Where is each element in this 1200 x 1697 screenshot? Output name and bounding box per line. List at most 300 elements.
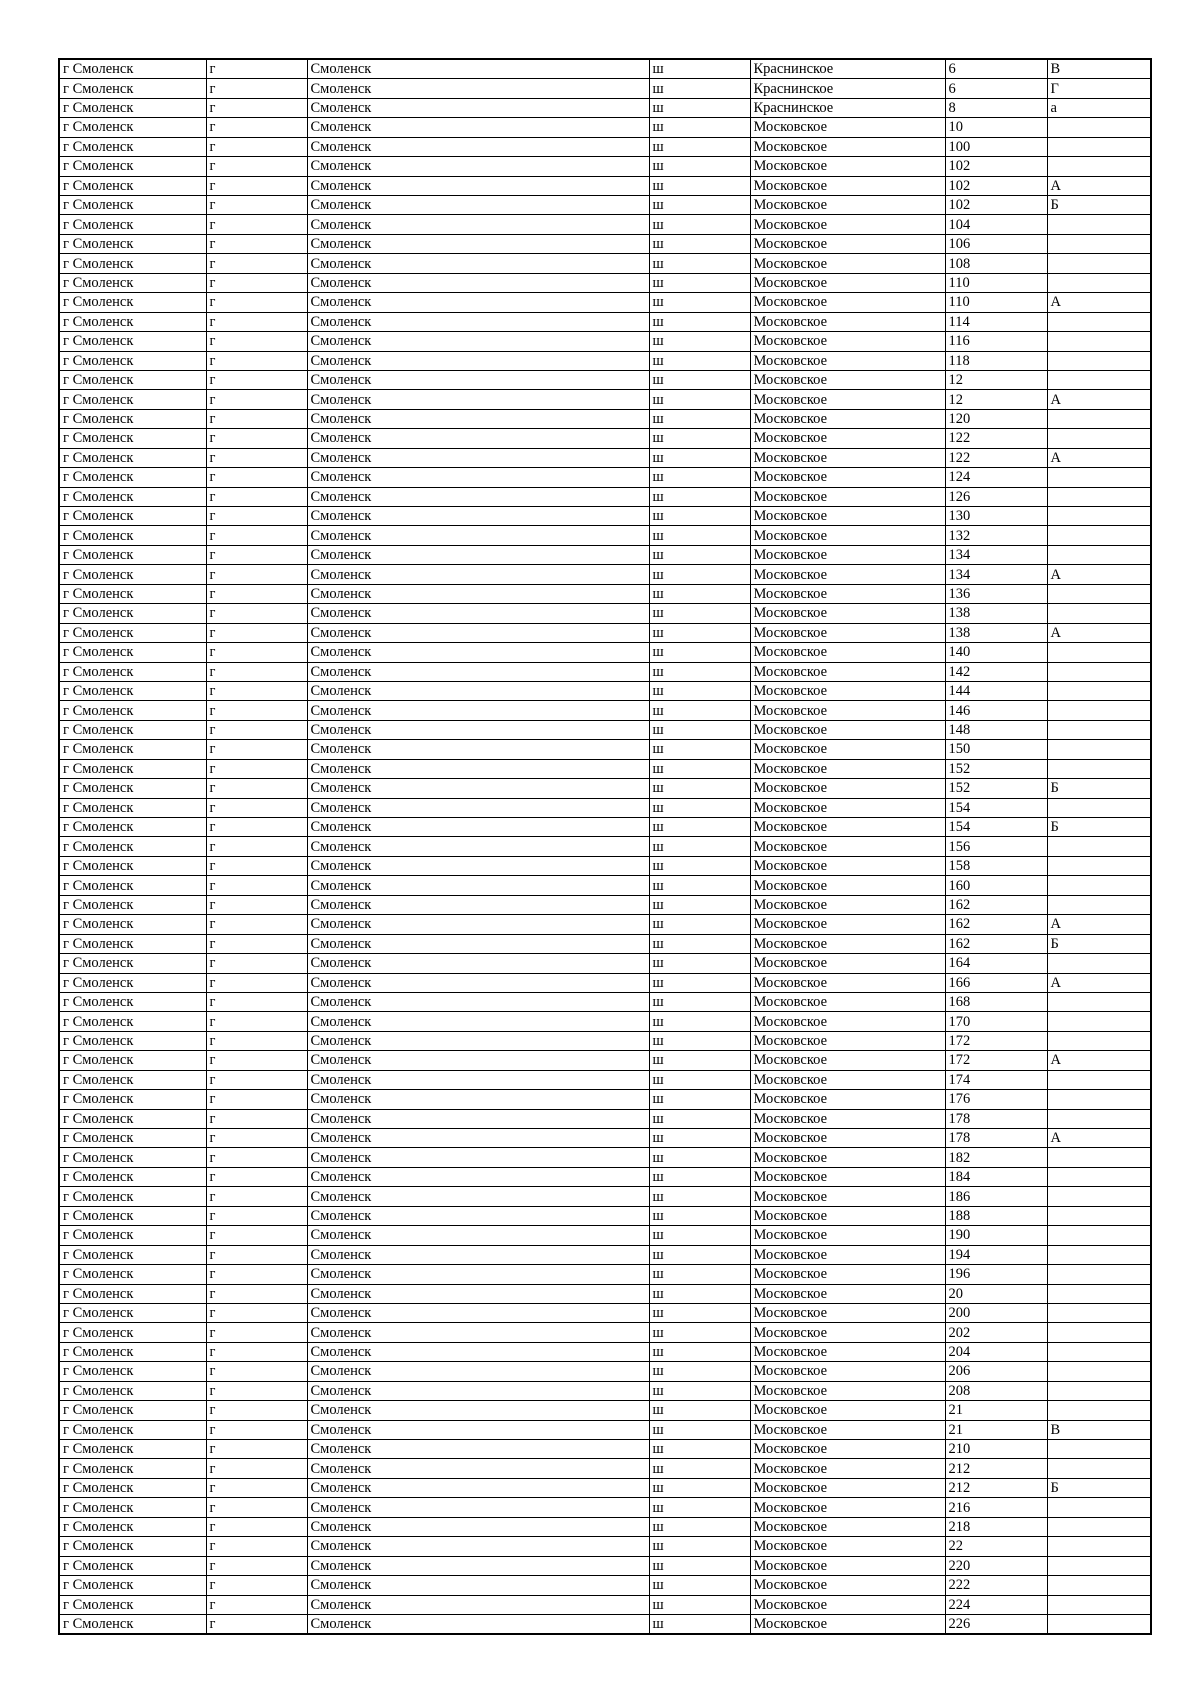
street-type-cell: ш bbox=[649, 409, 750, 428]
street-cell: Краснинское bbox=[750, 98, 945, 117]
street-cell: Московское bbox=[750, 720, 945, 739]
table-row bbox=[59, 1381, 1151, 1400]
letter-cell: Б bbox=[1047, 818, 1151, 837]
street-type-cell: ш bbox=[649, 1284, 750, 1303]
table-row bbox=[59, 1401, 1151, 1420]
region-cell: г Смоленск bbox=[59, 1517, 206, 1536]
city-cell: Смоленск bbox=[307, 643, 649, 662]
letter-cell bbox=[1047, 1012, 1151, 1031]
table-row bbox=[59, 1362, 1151, 1381]
street-type-cell: ш bbox=[649, 215, 750, 234]
city-cell: Смоленск bbox=[307, 1070, 649, 1089]
street-type-cell: ш bbox=[649, 895, 750, 914]
city-cell: Смоленск bbox=[307, 526, 649, 545]
city-type-cell: г bbox=[206, 1129, 307, 1148]
street-cell: Московское bbox=[750, 507, 945, 526]
letter-cell bbox=[1047, 1303, 1151, 1322]
letter-cell bbox=[1047, 1498, 1151, 1517]
region-cell: г Смоленск bbox=[59, 1090, 206, 1109]
letter-cell bbox=[1047, 1245, 1151, 1264]
letter-cell bbox=[1047, 1362, 1151, 1381]
street-cell: Московское bbox=[750, 234, 945, 253]
street-type-cell: ш bbox=[649, 876, 750, 895]
table-row bbox=[59, 992, 1151, 1011]
street-type-cell: ш bbox=[649, 662, 750, 681]
street-type-cell: ш bbox=[649, 604, 750, 623]
street-cell: Московское bbox=[750, 934, 945, 953]
table-row bbox=[59, 973, 1151, 992]
city-type-cell: г bbox=[206, 409, 307, 428]
table-row bbox=[59, 740, 1151, 759]
house-cell: 146 bbox=[945, 701, 1047, 720]
city-cell: Смоленск bbox=[307, 507, 649, 526]
city-type-cell: г bbox=[206, 1342, 307, 1361]
city-cell: Смоленск bbox=[307, 1206, 649, 1225]
house-cell: 172 bbox=[945, 1051, 1047, 1070]
house-cell: 166 bbox=[945, 973, 1047, 992]
house-cell: 176 bbox=[945, 1090, 1047, 1109]
street-cell: Московское bbox=[750, 876, 945, 895]
region-cell: г Смоленск bbox=[59, 312, 206, 331]
letter-cell: Б bbox=[1047, 934, 1151, 953]
city-cell: Смоленск bbox=[307, 1576, 649, 1595]
city-type-cell: г bbox=[206, 954, 307, 973]
city-type-cell: г bbox=[206, 59, 307, 79]
city-type-cell: г bbox=[206, 818, 307, 837]
region-cell: г Смоленск bbox=[59, 1148, 206, 1167]
street-cell: Московское bbox=[750, 1245, 945, 1264]
city-cell: Смоленск bbox=[307, 798, 649, 817]
house-cell: 206 bbox=[945, 1362, 1047, 1381]
table-row bbox=[59, 798, 1151, 817]
table-row bbox=[59, 507, 1151, 526]
letter-cell bbox=[1047, 487, 1151, 506]
house-cell: 132 bbox=[945, 526, 1047, 545]
street-type-cell: ш bbox=[649, 98, 750, 117]
table-row bbox=[59, 1109, 1151, 1128]
city-cell: Смоленск bbox=[307, 1226, 649, 1245]
street-cell: Московское bbox=[750, 584, 945, 603]
table-row bbox=[59, 662, 1151, 681]
street-type-cell: ш bbox=[649, 1440, 750, 1459]
street-cell: Краснинское bbox=[750, 79, 945, 98]
street-cell: Московское bbox=[750, 973, 945, 992]
letter-cell bbox=[1047, 1148, 1151, 1167]
table-row bbox=[59, 351, 1151, 370]
street-cell: Московское bbox=[750, 1167, 945, 1186]
house-cell: 208 bbox=[945, 1381, 1047, 1400]
letter-cell bbox=[1047, 1342, 1151, 1361]
letter-cell bbox=[1047, 643, 1151, 662]
region-cell: г Смоленск bbox=[59, 662, 206, 681]
city-cell: Смоленск bbox=[307, 1284, 649, 1303]
house-cell: 150 bbox=[945, 740, 1047, 759]
region-cell: г Смоленск bbox=[59, 818, 206, 837]
street-cell: Московское bbox=[750, 1148, 945, 1167]
region-cell: г Смоленск bbox=[59, 545, 206, 564]
city-cell: Смоленск bbox=[307, 1245, 649, 1264]
street-cell: Московское bbox=[750, 273, 945, 292]
table-row bbox=[59, 604, 1151, 623]
letter-cell bbox=[1047, 1614, 1151, 1634]
city-type-cell: г bbox=[206, 837, 307, 856]
table-row bbox=[59, 876, 1151, 895]
city-type-cell: г bbox=[206, 662, 307, 681]
house-cell: 8 bbox=[945, 98, 1047, 117]
region-cell: г Смоленск bbox=[59, 1303, 206, 1322]
letter-cell bbox=[1047, 1090, 1151, 1109]
region-cell: г Смоленск bbox=[59, 332, 206, 351]
street-cell: Московское bbox=[750, 293, 945, 312]
house-cell: 140 bbox=[945, 643, 1047, 662]
letter-cell bbox=[1047, 507, 1151, 526]
street-type-cell: ш bbox=[649, 487, 750, 506]
city-type-cell: г bbox=[206, 623, 307, 642]
region-cell: г Смоленск bbox=[59, 293, 206, 312]
house-cell: 178 bbox=[945, 1109, 1047, 1128]
house-cell: 122 bbox=[945, 448, 1047, 467]
house-cell: 134 bbox=[945, 545, 1047, 564]
house-cell: 100 bbox=[945, 137, 1047, 156]
street-cell: Московское bbox=[750, 487, 945, 506]
street-cell: Московское bbox=[750, 1576, 945, 1595]
street-type-cell: ш bbox=[649, 1070, 750, 1089]
letter-cell bbox=[1047, 254, 1151, 273]
city-cell: Смоленск bbox=[307, 545, 649, 564]
city-type-cell: г bbox=[206, 720, 307, 739]
region-cell: г Смоленск bbox=[59, 1187, 206, 1206]
table-row bbox=[59, 643, 1151, 662]
street-cell: Московское bbox=[750, 312, 945, 331]
house-cell: 200 bbox=[945, 1303, 1047, 1322]
letter-cell bbox=[1047, 837, 1151, 856]
city-type-cell: г bbox=[206, 254, 307, 273]
city-cell: Смоленск bbox=[307, 1440, 649, 1459]
region-cell: г Смоленск bbox=[59, 1614, 206, 1634]
table-row bbox=[59, 1614, 1151, 1634]
table-row bbox=[59, 1129, 1151, 1148]
street-cell: Московское bbox=[750, 468, 945, 487]
street-cell: Московское bbox=[750, 370, 945, 389]
street-cell: Московское bbox=[750, 1031, 945, 1050]
street-cell: Московское bbox=[750, 565, 945, 584]
region-cell: г Смоленск bbox=[59, 876, 206, 895]
house-cell: 210 bbox=[945, 1440, 1047, 1459]
city-type-cell: г bbox=[206, 79, 307, 98]
region-cell: г Смоленск bbox=[59, 526, 206, 545]
city-cell: Смоленск bbox=[307, 118, 649, 137]
table-row bbox=[59, 526, 1151, 545]
letter-cell: А bbox=[1047, 448, 1151, 467]
city-type-cell: г bbox=[206, 234, 307, 253]
house-cell: 222 bbox=[945, 1576, 1047, 1595]
region-cell: г Смоленск bbox=[59, 234, 206, 253]
street-type-cell: ш bbox=[649, 254, 750, 273]
region-cell: г Смоленск bbox=[59, 254, 206, 273]
house-cell: 162 bbox=[945, 934, 1047, 953]
street-cell: Московское bbox=[750, 409, 945, 428]
region-cell: г Смоленск bbox=[59, 390, 206, 409]
street-type-cell: ш bbox=[649, 468, 750, 487]
city-type-cell: г bbox=[206, 468, 307, 487]
letter-cell: Б bbox=[1047, 779, 1151, 798]
house-cell: 162 bbox=[945, 915, 1047, 934]
region-cell: г Смоленск bbox=[59, 487, 206, 506]
table-row bbox=[59, 856, 1151, 875]
house-cell: 162 bbox=[945, 895, 1047, 914]
table-row bbox=[59, 701, 1151, 720]
city-type-cell: г bbox=[206, 1031, 307, 1050]
region-cell: г Смоленск bbox=[59, 973, 206, 992]
table-row bbox=[59, 1187, 1151, 1206]
region-cell: г Смоленск bbox=[59, 1478, 206, 1497]
city-cell: Смоленск bbox=[307, 448, 649, 467]
city-type-cell: г bbox=[206, 1206, 307, 1225]
street-cell: Московское bbox=[750, 759, 945, 778]
street-type-cell: ш bbox=[649, 1109, 750, 1128]
street-type-cell: ш bbox=[649, 1012, 750, 1031]
house-cell: 106 bbox=[945, 234, 1047, 253]
house-cell: 102 bbox=[945, 157, 1047, 176]
city-type-cell: г bbox=[206, 584, 307, 603]
region-cell: г Смоленск bbox=[59, 856, 206, 875]
letter-cell bbox=[1047, 1226, 1151, 1245]
region-cell: г Смоленск bbox=[59, 1459, 206, 1478]
table-row bbox=[59, 1206, 1151, 1225]
city-type-cell: г bbox=[206, 1440, 307, 1459]
table-row bbox=[59, 1051, 1151, 1070]
house-cell: 142 bbox=[945, 662, 1047, 681]
address-table bbox=[58, 58, 1152, 1635]
city-type-cell: г bbox=[206, 176, 307, 195]
street-cell: Московское bbox=[750, 390, 945, 409]
letter-cell: Г bbox=[1047, 79, 1151, 98]
table-row bbox=[59, 137, 1151, 156]
city-type-cell: г bbox=[206, 915, 307, 934]
street-cell: Московское bbox=[750, 448, 945, 467]
region-cell: г Смоленск bbox=[59, 1129, 206, 1148]
table-row bbox=[59, 448, 1151, 467]
letter-cell bbox=[1047, 429, 1151, 448]
street-cell: Московское bbox=[750, 157, 945, 176]
region-cell: г Смоленск bbox=[59, 779, 206, 798]
house-cell: 212 bbox=[945, 1478, 1047, 1497]
house-cell: 224 bbox=[945, 1595, 1047, 1614]
city-cell: Смоленск bbox=[307, 915, 649, 934]
region-cell: г Смоленск bbox=[59, 1401, 206, 1420]
city-cell: Смоленск bbox=[307, 1265, 649, 1284]
street-cell: Московское bbox=[750, 254, 945, 273]
street-type-cell: ш bbox=[649, 818, 750, 837]
region-cell: г Смоленск bbox=[59, 623, 206, 642]
table-row bbox=[59, 545, 1151, 564]
street-type-cell: ш bbox=[649, 526, 750, 545]
house-cell: 152 bbox=[945, 759, 1047, 778]
city-type-cell: г bbox=[206, 1090, 307, 1109]
city-type-cell: г bbox=[206, 701, 307, 720]
street-type-cell: ш bbox=[649, 1323, 750, 1342]
city-type-cell: г bbox=[206, 545, 307, 564]
street-cell: Московское bbox=[750, 196, 945, 215]
street-type-cell: ш bbox=[649, 1245, 750, 1264]
table-row bbox=[59, 1556, 1151, 1575]
city-type-cell: г bbox=[206, 1517, 307, 1536]
street-type-cell: ш bbox=[649, 176, 750, 195]
table-row bbox=[59, 1595, 1151, 1614]
city-type-cell: г bbox=[206, 293, 307, 312]
city-cell: Смоленск bbox=[307, 196, 649, 215]
table-row bbox=[59, 215, 1151, 234]
table-row bbox=[59, 720, 1151, 739]
city-cell: Смоленск bbox=[307, 79, 649, 98]
region-cell: г Смоленск bbox=[59, 1576, 206, 1595]
city-cell: Смоленск bbox=[307, 818, 649, 837]
city-cell: Смоленск bbox=[307, 98, 649, 117]
house-cell: 226 bbox=[945, 1614, 1047, 1634]
city-cell: Смоленск bbox=[307, 273, 649, 292]
house-cell: 138 bbox=[945, 604, 1047, 623]
letter-cell bbox=[1047, 895, 1151, 914]
city-cell: Смоленск bbox=[307, 856, 649, 875]
letter-cell bbox=[1047, 1284, 1151, 1303]
house-cell: 20 bbox=[945, 1284, 1047, 1303]
city-cell: Смоленск bbox=[307, 759, 649, 778]
house-cell: 216 bbox=[945, 1498, 1047, 1517]
letter-cell bbox=[1047, 798, 1151, 817]
street-cell: Московское bbox=[750, 1070, 945, 1089]
region-cell: г Смоленск bbox=[59, 1206, 206, 1225]
city-cell: Смоленск bbox=[307, 779, 649, 798]
street-cell: Московское bbox=[750, 1614, 945, 1634]
city-type-cell: г bbox=[206, 1537, 307, 1556]
region-cell: г Смоленск bbox=[59, 157, 206, 176]
region-cell: г Смоленск bbox=[59, 1362, 206, 1381]
city-type-cell: г bbox=[206, 1420, 307, 1439]
house-cell: 130 bbox=[945, 507, 1047, 526]
city-type-cell: г bbox=[206, 312, 307, 331]
street-type-cell: ш bbox=[649, 1498, 750, 1517]
city-cell: Смоленск bbox=[307, 1303, 649, 1322]
street-cell: Московское bbox=[750, 1012, 945, 1031]
table-row bbox=[59, 1537, 1151, 1556]
street-cell: Московское bbox=[750, 798, 945, 817]
city-type-cell: г bbox=[206, 118, 307, 137]
letter-cell bbox=[1047, 526, 1151, 545]
street-type-cell: ш bbox=[649, 448, 750, 467]
letter-cell bbox=[1047, 1595, 1151, 1614]
table-row bbox=[59, 312, 1151, 331]
city-type-cell: г bbox=[206, 856, 307, 875]
house-cell: 174 bbox=[945, 1070, 1047, 1089]
table-row bbox=[59, 837, 1151, 856]
region-cell: г Смоленск bbox=[59, 934, 206, 953]
city-type-cell: г bbox=[206, 1187, 307, 1206]
street-cell: Московское bbox=[750, 1187, 945, 1206]
letter-cell: А bbox=[1047, 1129, 1151, 1148]
letter-cell bbox=[1047, 1323, 1151, 1342]
region-cell: г Смоленск bbox=[59, 1440, 206, 1459]
house-cell: 172 bbox=[945, 1031, 1047, 1050]
city-cell: Смоленск bbox=[307, 487, 649, 506]
table-row bbox=[59, 118, 1151, 137]
region-cell: г Смоленск bbox=[59, 643, 206, 662]
city-type-cell: г bbox=[206, 448, 307, 467]
region-cell: г Смоленск bbox=[59, 215, 206, 234]
street-type-cell: ш bbox=[649, 837, 750, 856]
street-cell: Московское bbox=[750, 662, 945, 681]
house-cell: 110 bbox=[945, 273, 1047, 292]
city-type-cell: г bbox=[206, 1051, 307, 1070]
table-row bbox=[59, 1031, 1151, 1050]
letter-cell: А bbox=[1047, 390, 1151, 409]
letter-cell bbox=[1047, 1401, 1151, 1420]
house-cell: 102 bbox=[945, 176, 1047, 195]
region-cell: г Смоленск bbox=[59, 429, 206, 448]
city-cell: Смоленск bbox=[307, 1109, 649, 1128]
street-type-cell: ш bbox=[649, 643, 750, 662]
table-row bbox=[59, 1323, 1151, 1342]
address-table-body bbox=[59, 59, 1151, 1634]
table-row bbox=[59, 895, 1151, 914]
city-cell: Смоленск bbox=[307, 1498, 649, 1517]
letter-cell bbox=[1047, 1576, 1151, 1595]
street-type-cell: ш bbox=[649, 1206, 750, 1225]
letter-cell bbox=[1047, 856, 1151, 875]
street-type-cell: ш bbox=[649, 118, 750, 137]
region-cell: г Смоленск bbox=[59, 992, 206, 1011]
street-cell: Московское bbox=[750, 954, 945, 973]
letter-cell bbox=[1047, 662, 1151, 681]
house-cell: 152 bbox=[945, 779, 1047, 798]
house-cell: 120 bbox=[945, 409, 1047, 428]
street-type-cell: ш bbox=[649, 1226, 750, 1245]
house-cell: 156 bbox=[945, 837, 1047, 856]
letter-cell bbox=[1047, 701, 1151, 720]
city-cell: Смоленск bbox=[307, 1167, 649, 1186]
letter-cell: а bbox=[1047, 98, 1151, 117]
city-cell: Смоленск bbox=[307, 992, 649, 1011]
city-type-cell: г bbox=[206, 1303, 307, 1322]
city-cell: Смоленск bbox=[307, 1595, 649, 1614]
table-row bbox=[59, 1245, 1151, 1264]
house-cell: 154 bbox=[945, 818, 1047, 837]
street-type-cell: ш bbox=[649, 1595, 750, 1614]
city-type-cell: г bbox=[206, 1167, 307, 1186]
city-cell: Смоленск bbox=[307, 351, 649, 370]
city-type-cell: г bbox=[206, 604, 307, 623]
street-type-cell: ш bbox=[649, 370, 750, 389]
street-cell: Московское bbox=[750, 429, 945, 448]
city-cell: Смоленск bbox=[307, 332, 649, 351]
region-cell: г Смоленск bbox=[59, 1381, 206, 1400]
city-cell: Смоленск bbox=[307, 176, 649, 195]
city-type-cell: г bbox=[206, 332, 307, 351]
letter-cell bbox=[1047, 137, 1151, 156]
street-type-cell: ш bbox=[649, 1381, 750, 1400]
table-row bbox=[59, 1459, 1151, 1478]
house-cell: 12 bbox=[945, 370, 1047, 389]
region-cell: г Смоленск bbox=[59, 604, 206, 623]
region-cell: г Смоленск bbox=[59, 798, 206, 817]
table-row bbox=[59, 332, 1151, 351]
street-type-cell: ш bbox=[649, 1265, 750, 1284]
house-cell: 136 bbox=[945, 584, 1047, 603]
city-cell: Смоленск bbox=[307, 1051, 649, 1070]
table-row bbox=[59, 1420, 1151, 1439]
city-type-cell: г bbox=[206, 196, 307, 215]
letter-cell bbox=[1047, 876, 1151, 895]
letter-cell: А bbox=[1047, 565, 1151, 584]
